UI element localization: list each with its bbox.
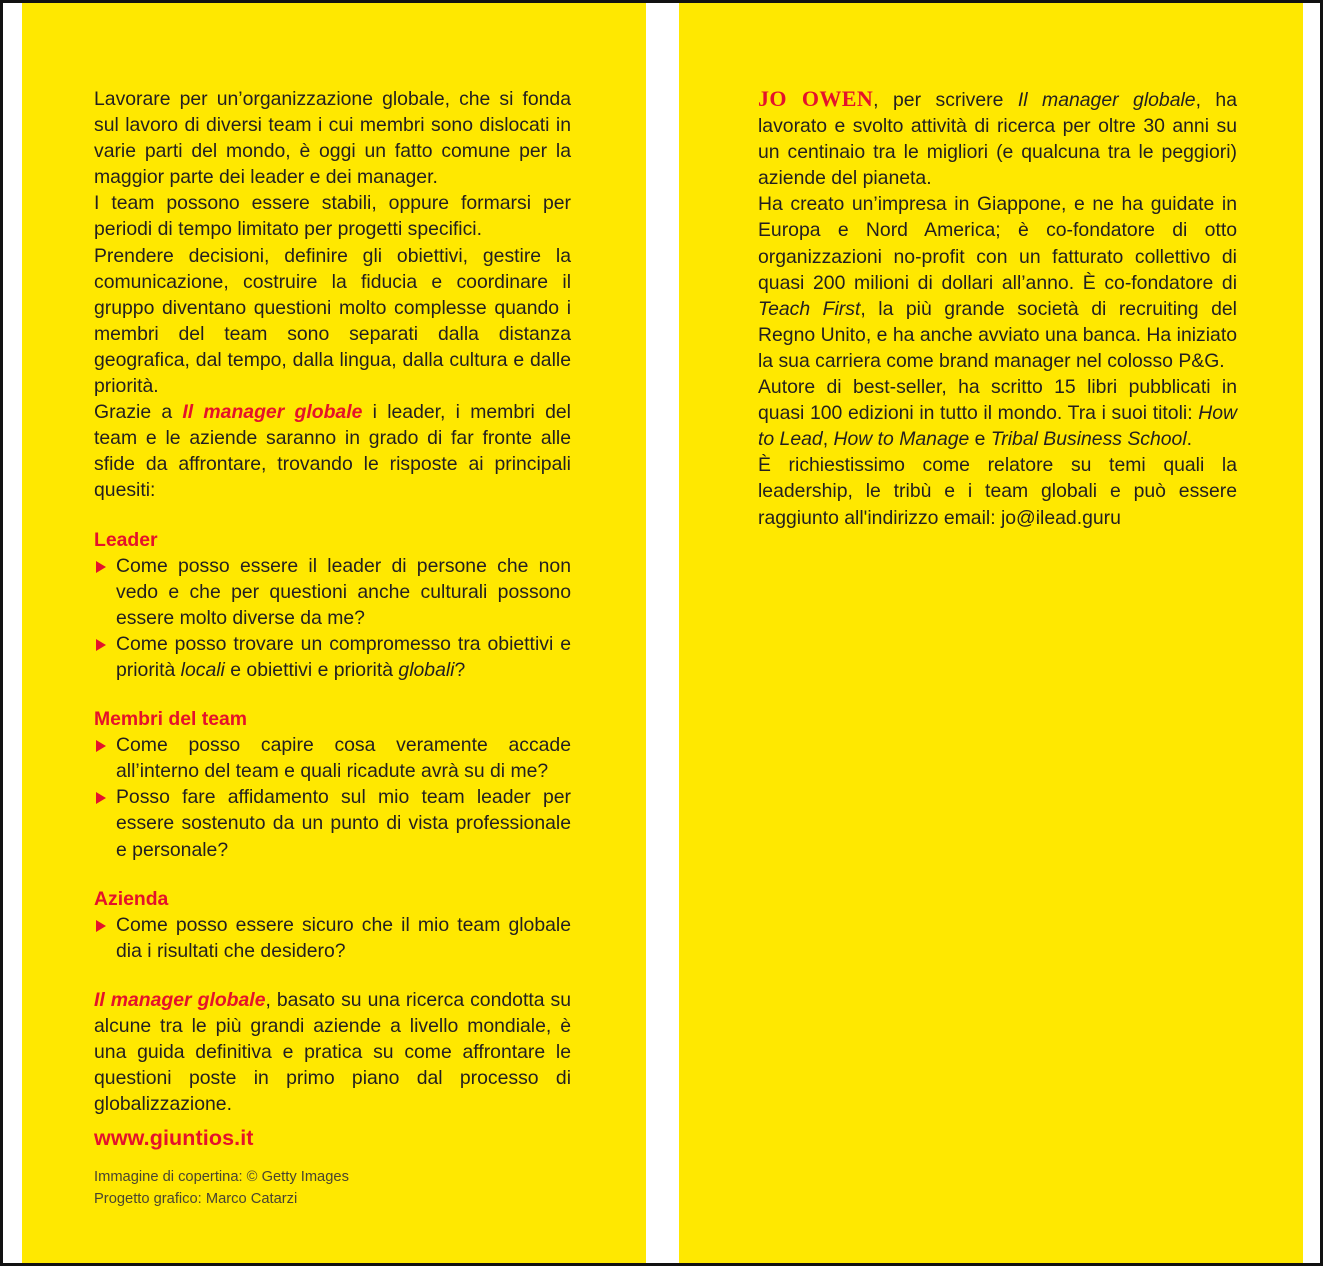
- credit-graphic-design: Progetto grafico: Marco Catarzi: [94, 1190, 298, 1207]
- author-bio-paragraph-1: [758, 86, 1237, 191]
- closing-text: , basato su una ricerca condotta su alcune tra le più grandi aziende a livello mondiale, è una guida definitiva e pratica su come affrontare le questioni poste in primo piano dal processo di globalizzazione.: [94, 988, 571, 1116]
- bio-prefix: , per scrivere: [873, 89, 1018, 111]
- intro-paragraph-2: I team possono essere stabili, oppure formarsi per periodi di tempo limitato per progetti specifici.: [94, 192, 571, 241]
- bio-end: .: [1186, 428, 1193, 451]
- bio-prefix: Ha creato un’impresa in Giappone, e ne ha guidate in Europa e Nord America; è co-fondatore di otto organizzazioni no-profit con un fatturato collettivo di quasi 200 milioni di dollari all’anno. È co-fondatore di: [758, 193, 1237, 294]
- bullet-list-membri-del-team: [94, 732, 571, 862]
- list-item: [94, 631, 571, 683]
- intro-paragraph-1: Lavorare per un’organizzazione globale, che si fonda sul lavoro di diversi team i cui membri sono dislocati in varie parti del mondo, è oggi un fatto comune per la maggior parte dei leader e dei manager.: [94, 88, 571, 189]
- list-item: [94, 912, 571, 964]
- author-bio-column: [758, 86, 1237, 531]
- bio-separator: ,: [822, 428, 834, 451]
- bullet-italic-globali: globali: [398, 658, 455, 681]
- publisher-website-link[interactable]: www.giuntios.it: [94, 1126, 254, 1150]
- book-title-how-to-lead: How to Lead: [758, 402, 1237, 451]
- section-heading-leader: Leader: [94, 528, 158, 551]
- triangle-bullet-icon: [96, 740, 106, 752]
- credit-cover-image: Immagine di copertina: © Getty Images: [94, 1169, 349, 1185]
- book-title-inline: Il manager globale: [94, 988, 266, 1011]
- bullet-middle: e obiettivi e priorità: [224, 658, 399, 681]
- book-title-tribal-business-school: Tribal Business School: [990, 428, 1187, 451]
- list-item: [94, 553, 571, 631]
- bullet-text: Come posso essere il leader di persone che non vedo e che per questioni anche culturali possono essere molto diverse da me?: [116, 554, 571, 629]
- section-heading-membri-del-team: Membri del team: [94, 708, 248, 731]
- triangle-bullet-icon: [96, 792, 106, 804]
- bio-suffix: , ha lavorato e svolto attività di ricerca per oltre 30 anni su un centinaio tra le migliori (e qualcuna tra le peggiori) aziende del pianeta.: [758, 89, 1238, 190]
- book-title-how-to-manage: How to Manage: [833, 428, 970, 451]
- back-cover-text-column: [94, 86, 571, 1117]
- triangle-bullet-icon: [96, 639, 106, 651]
- credits-block: [94, 1167, 349, 1210]
- author-bio-paragraph-2: [758, 191, 1237, 374]
- bullet-text: Come posso essere sicuro che il mio team globale dia i risultati che desidero?: [116, 913, 571, 962]
- bio-suffix: , la più grande società di recruiting del Regno Unito, e ha anche avviato una banca. Ha iniziato la sua carriera come brand manager nel colosso P&G.: [758, 297, 1237, 372]
- triangle-bullet-icon: [96, 561, 106, 573]
- grazie-paragraph: [94, 399, 571, 503]
- section-heading-azienda: Azienda: [94, 887, 169, 910]
- intro-paragraph-3: Prendere decisioni, definire gli obiettivi, gestire la comunicazione, costruire la fiducia e coordinare il gruppo diventano questioni molto complesse quando i membri del team sono separati dalla distanza geografica, dal tempo, dalla lingua, dalla cultura e dalle priorità.: [94, 244, 571, 398]
- list-item: [94, 732, 571, 784]
- bullet-list-leader: [94, 553, 571, 683]
- author-bio-paragraph-4: È richiestissimo come relatore su temi quali la leadership, le tribù e i team globali e può essere raggiunto all'indirizzo email: jo@ilead.guru: [758, 454, 1237, 529]
- list-item: [94, 784, 571, 862]
- bullet-text: Posso fare affidamento sul mio team leader per essere sostenuto da un punto di vista professionale e personale?: [116, 786, 571, 861]
- bullet-text: Come posso capire cosa veramente accade all’interno del team e quali ricadute avrà su di me?: [116, 734, 571, 783]
- bullet-italic-locali: locali: [180, 658, 225, 681]
- grazie-prefix: Grazie a: [94, 401, 183, 424]
- bullet-suffix: ?: [454, 658, 466, 681]
- book-title-inline: Il manager globale: [1017, 89, 1196, 111]
- organisation-name-teach-first: Teach First: [758, 297, 861, 320]
- bullet-text: Come posso trovare un compromesso tra obiettivi e priorità: [116, 632, 571, 681]
- bio-prefix: Autore di best-seller, ha scritto 15 libri pubblicati in quasi 100 edizioni in tutto il mondo. Tra i suoi titoli:: [758, 376, 1237, 425]
- bullet-list-azienda: [94, 912, 571, 964]
- grazie-suffix: i leader, i membri del team e le aziende saranno in grado di far fronte alle sfide da affrontare, trovando le risposte ai principali quesiti:: [94, 401, 571, 502]
- triangle-bullet-icon: [96, 920, 106, 932]
- author-bio-paragraph-3: [758, 374, 1237, 452]
- bio-separator: e: [969, 428, 991, 451]
- book-title-inline: Il manager globale: [182, 401, 363, 424]
- closing-paragraph: [94, 987, 571, 1117]
- author-name: JO OWEN: [758, 86, 874, 111]
